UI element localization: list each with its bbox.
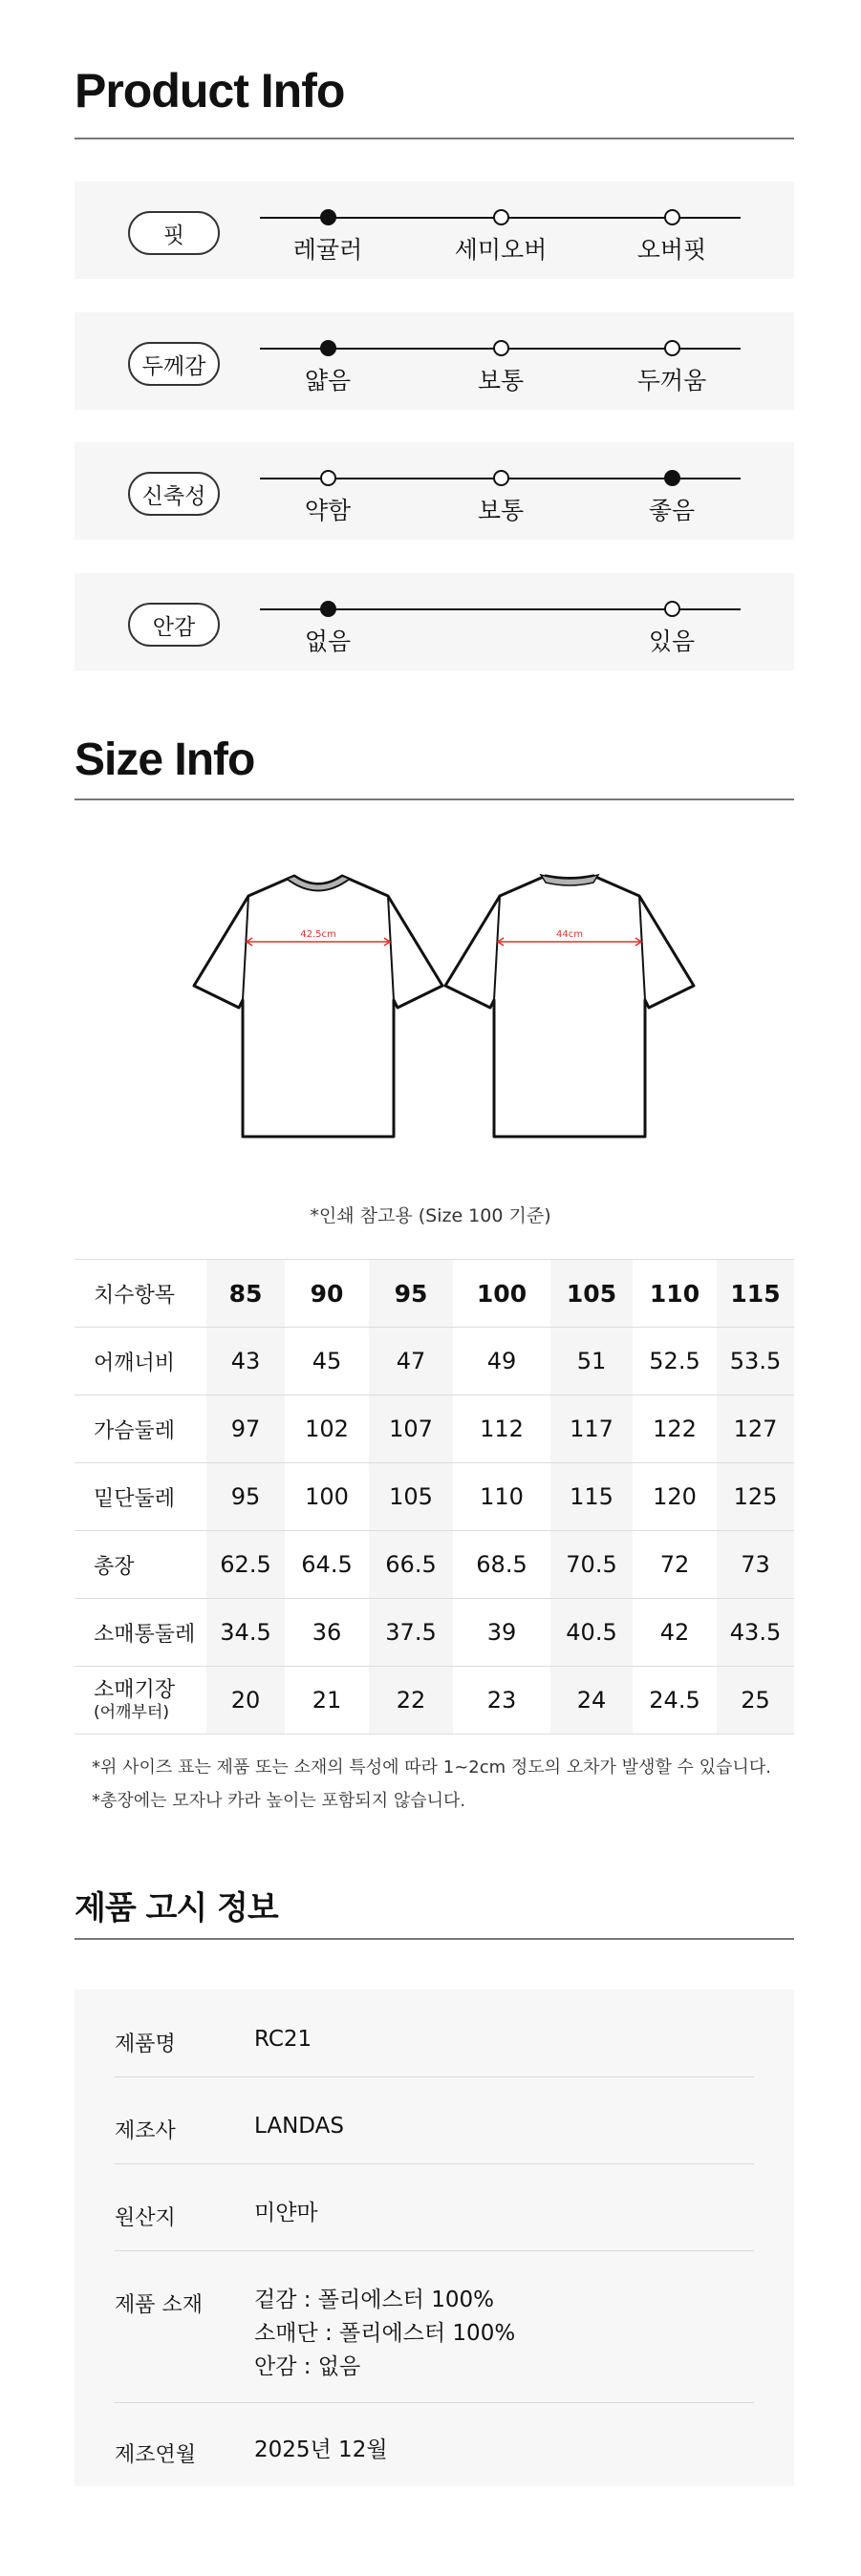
notice-divider-line [115, 2250, 754, 2251]
size-column-header: 90 [285, 1260, 369, 1328]
table-cell: 107 [369, 1395, 453, 1463]
table-cell: 24 [550, 1667, 633, 1735]
notice-divider [75, 1938, 794, 1940]
scale-dot [493, 340, 509, 356]
attribute-badge: 안감 [128, 603, 220, 647]
tshirt-back-icon [445, 875, 694, 1137]
table-cell: 22 [369, 1667, 453, 1735]
table-cell: 110 [453, 1463, 550, 1531]
table-row [75, 1599, 794, 1667]
measurement-label: 어깨너비 [75, 1328, 206, 1395]
table-cell: 117 [550, 1395, 633, 1463]
table-cell: 49 [453, 1328, 550, 1395]
table-cell: 53.5 [717, 1328, 794, 1395]
table-cell: 45 [285, 1328, 369, 1395]
scale-dot [664, 209, 680, 225]
size-note-tolerance: *위 사이즈 표는 제품 또는 소재의 특성에 따라 1~2cm 정도의 오차가 발생할 수 있습니다. [92, 1757, 771, 1778]
table-cell: 36 [285, 1599, 369, 1667]
notice-value: LANDAS [254, 2114, 344, 2139]
table-cell: 42 [633, 1599, 717, 1667]
table-cell: 47 [369, 1328, 453, 1395]
table-cell: 23 [453, 1667, 550, 1735]
scale-option-label: 오버핏 [636, 236, 707, 264]
measurement-label: 밑단둘레 [75, 1463, 206, 1531]
size-header-row [75, 1260, 794, 1328]
scale-dot [493, 209, 509, 225]
notice-label: 제조연월 [115, 2443, 197, 2467]
scale-option-label: 없음 [304, 628, 352, 655]
table-cell: 68.5 [453, 1531, 550, 1599]
size-column-header: 115 [717, 1260, 794, 1328]
front-measure-label: 42.5cm [300, 929, 336, 940]
measurement-label: 소매통둘레 [75, 1599, 206, 1667]
tshirt-front-icon [194, 876, 442, 1137]
table-row [75, 1667, 794, 1735]
notice-value: 2025년 12월 [254, 2438, 388, 2462]
table-cell: 120 [633, 1463, 717, 1531]
scale-dot-selected [320, 340, 336, 356]
product-info-divider [75, 138, 794, 139]
scale-option-label: 약함 [304, 497, 352, 524]
scale-option-label: 레귤러 [292, 236, 363, 264]
measurement-label: 총장 [75, 1531, 206, 1599]
scale-option-label: 있음 [648, 628, 696, 655]
table-cell: 95 [206, 1463, 285, 1531]
product-info-row [75, 312, 794, 410]
table-cell: 37.5 [369, 1599, 453, 1667]
table-cell: 100 [285, 1463, 369, 1531]
size-column-header: 85 [206, 1260, 285, 1328]
scale-option-label: 좋음 [648, 497, 696, 524]
product-info-row [75, 573, 794, 671]
notice-divider-line [115, 2402, 754, 2403]
attribute-badge: 신축성 [128, 472, 220, 516]
notice-value: 겉감 : 폴리에스터 100% 소매단 : 폴리에스터 100% 안감 : 없음 [254, 2288, 516, 2379]
table-cell: 66.5 [369, 1531, 453, 1599]
table-cell: 43.5 [717, 1599, 794, 1667]
table-cell: 39 [453, 1599, 550, 1667]
table-cell: 25 [717, 1667, 794, 1735]
size-note-length: *총장에는 모자나 카라 높이는 포함되지 않습니다. [92, 1791, 466, 1811]
scale-dot [664, 601, 680, 617]
scale-option-label: 두꺼움 [636, 367, 707, 394]
notice-divider-line [115, 2163, 754, 2164]
table-cell: 62.5 [206, 1531, 285, 1599]
table-row [75, 1463, 794, 1531]
table-cell: 20 [206, 1667, 285, 1735]
attribute-badge: 핏 [128, 211, 220, 255]
scale-dot [320, 470, 336, 486]
attribute-badge: 두께감 [128, 342, 220, 386]
size-header-label: 치수항목 [75, 1260, 206, 1328]
size-column-header: 110 [633, 1260, 717, 1328]
scale-dot [664, 340, 680, 356]
product-info-row [75, 442, 794, 540]
table-cell: 52.5 [633, 1328, 717, 1395]
table-cell: 40.5 [550, 1599, 633, 1667]
table-row [75, 1531, 794, 1599]
table-cell: 105 [369, 1463, 453, 1531]
table-cell: 102 [285, 1395, 369, 1463]
table-cell: 127 [717, 1395, 794, 1463]
table-cell: 51 [550, 1328, 633, 1395]
size-column-header: 105 [550, 1260, 633, 1328]
table-cell: 115 [550, 1463, 633, 1531]
size-info-title: Size Info [75, 734, 255, 785]
measurement-label: 가슴둘레 [75, 1395, 206, 1463]
scale-dot-selected [320, 601, 336, 617]
notice-label: 원산지 [115, 2206, 176, 2230]
notice-label: 제품 소재 [115, 2293, 204, 2317]
back-measure-label: 44cm [556, 929, 583, 940]
notice-label: 제조사 [115, 2119, 176, 2143]
table-cell: 43 [206, 1328, 285, 1395]
scale-option-label: 보통 [477, 367, 525, 394]
table-row [75, 1395, 794, 1463]
scale-dot-selected [320, 209, 336, 225]
table-cell: 97 [206, 1395, 285, 1463]
table-cell: 72 [633, 1531, 717, 1599]
notice-value: 미얀마 [254, 2201, 318, 2225]
table-cell: 21 [285, 1667, 369, 1735]
table-row [75, 1328, 794, 1395]
tshirt-illustration [182, 860, 698, 1156]
notice-label: 제품명 [115, 2033, 176, 2056]
scale-dot-selected [664, 470, 680, 486]
table-cell: 70.5 [550, 1531, 633, 1599]
table-cell: 112 [453, 1395, 550, 1463]
print-reference-note: *인쇄 참고용 (Size 100 기준) [310, 1205, 551, 1226]
notice-value: RC21 [254, 2027, 312, 2052]
table-cell: 73 [717, 1531, 794, 1599]
size-info-divider [75, 798, 794, 800]
size-column-header: 100 [453, 1260, 550, 1328]
size-column-header: 95 [369, 1260, 453, 1328]
notice-divider-line [115, 2076, 754, 2077]
size-table [75, 1259, 794, 1735]
product-info-title: Product Info [75, 64, 345, 117]
scale-option-label: 세미오버 [454, 236, 548, 264]
notice-panel [75, 1990, 794, 2486]
scale-option-label: 얇음 [304, 367, 352, 394]
measurement-label: 소매기장 (어깨부터) [75, 1667, 206, 1735]
notice-title: 제품 고시 정보 [75, 1889, 278, 1927]
scale-option-label: 보통 [477, 497, 525, 524]
product-info-row [75, 181, 794, 279]
table-cell: 34.5 [206, 1599, 285, 1667]
scale-dot [493, 470, 509, 486]
table-cell: 24.5 [633, 1667, 717, 1735]
table-cell: 64.5 [285, 1531, 369, 1599]
table-cell: 125 [717, 1463, 794, 1531]
table-cell: 122 [633, 1395, 717, 1463]
